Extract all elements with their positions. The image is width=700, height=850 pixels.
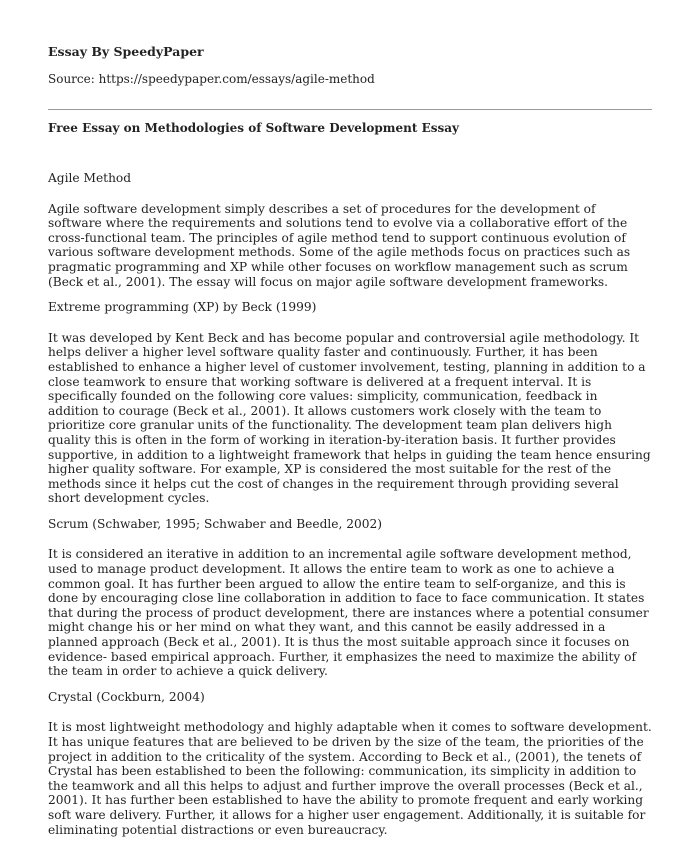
source-line: Source: https://speedypaper.com/essays/agile-method [48, 72, 375, 86]
section-body-scrum: It is considered an iterative in addition to an incremental agile software development method, used to manage product development. It allows the entire team to work as one to achieve a common goal. It has further been argued to allow the entire team to self-organize, and this is done by encouraging close line collaboration in addition to face to face communication. It states that during the process of product development, there are instances where a potential consumer might change his or her mind on what they want, and this cannot be easily addressed in a planned approach (Beck et al., 2001). It is thus the most suitable approach since it focuses on evidence- based empirical approach. Further, it emphasizes the need to maximize the ability of the team in order to achieve a quick delivery. [48, 547, 649, 679]
section-body-crystal: It is most lightweight methodology and highly adaptable when it comes to software development. It has unique features that are believed to be driven by the size of the team, the priorities of the project in addition to the criticality of the system. According to Beck et al., (2001), the tenets of Crystal has been established to been the following: communication, its simplicity in addition to the teamwork and all this helps to adjust and further improve the overall processes (Beck et al., 2001). It has further been established to have the ability to promote frequent and early working soft ware delivery. Further, it allows for a higher user engagement. Additionally, it is suitable for eliminating potential distractions or even bureaucracy. [48, 720, 652, 837]
header-divider [48, 109, 652, 110]
essay-title: Free Essay on Methodologies of Software Development Essay [48, 121, 459, 135]
header-title: Essay By SpeedyPaper [48, 44, 204, 59]
section-body-xp: It was developed by Kent Beck and has become popular and controversial agile methodology. It helps deliver a higher level software quality faster and continuously. Further, it has been established to enhance a higher level of customer involvement, testing, planning in addition to a close teamwork to ensure that working software is delivered at a frequent interval. It is specifically founded on the following core values: simplicity, communication, feedback in addition to courage (Beck et al., 2001). It allows customers work closely with the team to prioritize core granular units of the functionality. The development team plan delivers high quality this is often in the form of working in iteration-by-iteration basis. It further provides supportive, in addition to a lightweight framework that helps in guiding the team hence ensuring higher quality software. For example, XP is considered the most suitable for the rest of the methods since it helps cut the cost of changes in the requirement through providing several short development cycles. [48, 330, 651, 506]
essay-body [48, 171, 652, 848]
section-heading-crystal: Crystal (Cockburn, 2004) [48, 689, 205, 704]
section-heading-xp: Extreme programming (XP) by Beck (1999) [48, 300, 317, 315]
section-heading-scrum: Scrum (Schwaber, 1995; Schwaber and Beedle, 2002) [48, 516, 383, 531]
section-body-agile: Agile software development simply describes a set of procedures for the development of software where the requirements and solutions tend to evolve via a collaborative effort of the cross-functional team. The principles of agile method tend to support continuous evolution of various software development methods. Some of the agile methods focus on practices such as pragmatic programming and XP while other focuses on workflow management such as scrum (Beck et al., 2001). The essay will focus on major agile software development frameworks. [48, 201, 631, 289]
section-heading-agile: Agile Method [48, 171, 132, 185]
